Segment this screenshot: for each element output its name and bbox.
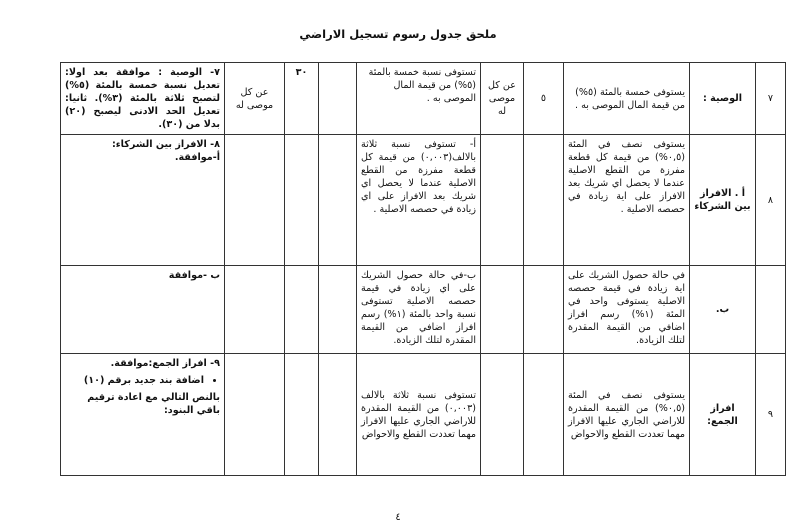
recommendation-body: أ-موافقة. xyxy=(174,152,220,163)
item-name: ب. xyxy=(690,266,756,354)
empty-cell xyxy=(225,135,285,266)
item-name: الوصية : xyxy=(690,63,756,135)
empty-cell xyxy=(319,63,357,135)
empty-cell xyxy=(285,266,319,354)
empty-cell xyxy=(285,354,319,476)
row-number xyxy=(756,266,786,354)
current-text: في حالة حصول الشريك على اية زيادة في قيمة حصصه الاصلية يستوفى واحد في المئة (١%) رسم افراز اضافي من القيمة المقدرة لتلك الزيادة. xyxy=(564,266,690,354)
proposed-text: تستوفى نسبة خمسة بالمئة (٥%) من قيمة المال الموصى به . xyxy=(357,63,481,135)
recommendation-list xyxy=(65,374,220,387)
recommendation: ٧- الوصية : موافقة بعد اولا: تعديل نسبة خمسة بالمئة (٥%) لتصبح ثلاثة بالمئة (٣%). ثانيا: تعديل الحد الادنى ليصبح (٢٠) بدلا من (٣٠). xyxy=(61,63,225,135)
empty-cell xyxy=(524,266,564,354)
recommendation xyxy=(61,135,225,266)
empty-cell xyxy=(481,354,524,476)
empty-cell xyxy=(319,354,357,476)
current-rate: ٥ xyxy=(524,63,564,135)
table-row-8a xyxy=(61,135,786,266)
proposed-rate: ٣٠ xyxy=(285,63,319,135)
fees-table xyxy=(60,62,786,476)
item-name: افراز الجمع: xyxy=(690,354,756,476)
row-number: ٨ xyxy=(756,135,786,266)
empty-cell xyxy=(319,135,357,266)
recommendation-tail: باقي البنود: xyxy=(163,405,220,416)
current-text: يستوفى خمسة بالمئة (٥%) من قيمة المال الموصى به . xyxy=(564,63,690,135)
empty-cell xyxy=(319,266,357,354)
table-row-8b xyxy=(61,266,786,354)
current-text: يستوفى نصف في المئة (٠,٥%) من القيمة المقدرة للاراضي الجاري عليها الافراز مهما تعددت القطع والاحواض xyxy=(564,354,690,476)
recommendation-title: ٩- افراز الجمع:موافقة. xyxy=(110,358,220,369)
recommendation xyxy=(61,354,225,476)
current-payer: عن كل موصى له xyxy=(481,63,524,135)
recommendation-bullet: • اضافة بند جديد برقم (١٠) xyxy=(65,374,204,387)
table-row-9 xyxy=(61,354,786,476)
proposed-text: تستوفى نسبة ثلاثة بالالف (٠,٠٠٣) من القيمة المقدرة للاراضي الجاري عليها الافراز مهما تعددت القطع والاحواض xyxy=(357,354,481,476)
recommendation-title: ٨- الافراز بين الشركاء: xyxy=(111,139,220,150)
row-number: ٧ xyxy=(756,63,786,135)
recommendation: ب -موافقة xyxy=(61,266,225,354)
empty-cell xyxy=(524,354,564,476)
empty-cell xyxy=(285,135,319,266)
empty-cell xyxy=(225,266,285,354)
page-number: ٤ xyxy=(395,512,401,523)
empty-cell xyxy=(481,135,524,266)
recommendation-tail: بالنص التالي مع اعادة ترقيم xyxy=(87,392,220,403)
proposed-text: أ- تستوفى نسبة ثلاثة بالالف(٠,٠٠٣) من قيمة كل قطعة مفرزة من القطع الاصلية عندما لا يحصل اي شريك بعد الافراز على اي زيادة في حصصه الاصلية . xyxy=(357,135,481,266)
empty-cell xyxy=(481,266,524,354)
empty-cell xyxy=(225,354,285,476)
page-title: ملحق جدول رسوم تسجيل الاراضي xyxy=(299,27,497,41)
current-text: يستوفى نصف في المئة (٠,٥%) من قيمة كل قطعة مفرزة من القطع الاصلية عندما لا يحصل اي شريك بعد الافراز على اية زيادة في حصصه الاصلية . xyxy=(564,135,690,266)
empty-cell xyxy=(524,135,564,266)
table-row-7 xyxy=(61,63,786,135)
proposed-payer: عن كل موصى له xyxy=(225,63,285,135)
proposed-text: ب-في حالة حصول الشريك على اي زيادة في قيمة حصصه الاصلية تستوفى نسبة واحد بالمئة (١%) رسم افراز اضافي من القيمة المقدرة لتلك الزيادة. xyxy=(357,266,481,354)
row-number: ٩ xyxy=(756,354,786,476)
item-name: أ . الافراز بين الشركاء xyxy=(690,135,756,266)
